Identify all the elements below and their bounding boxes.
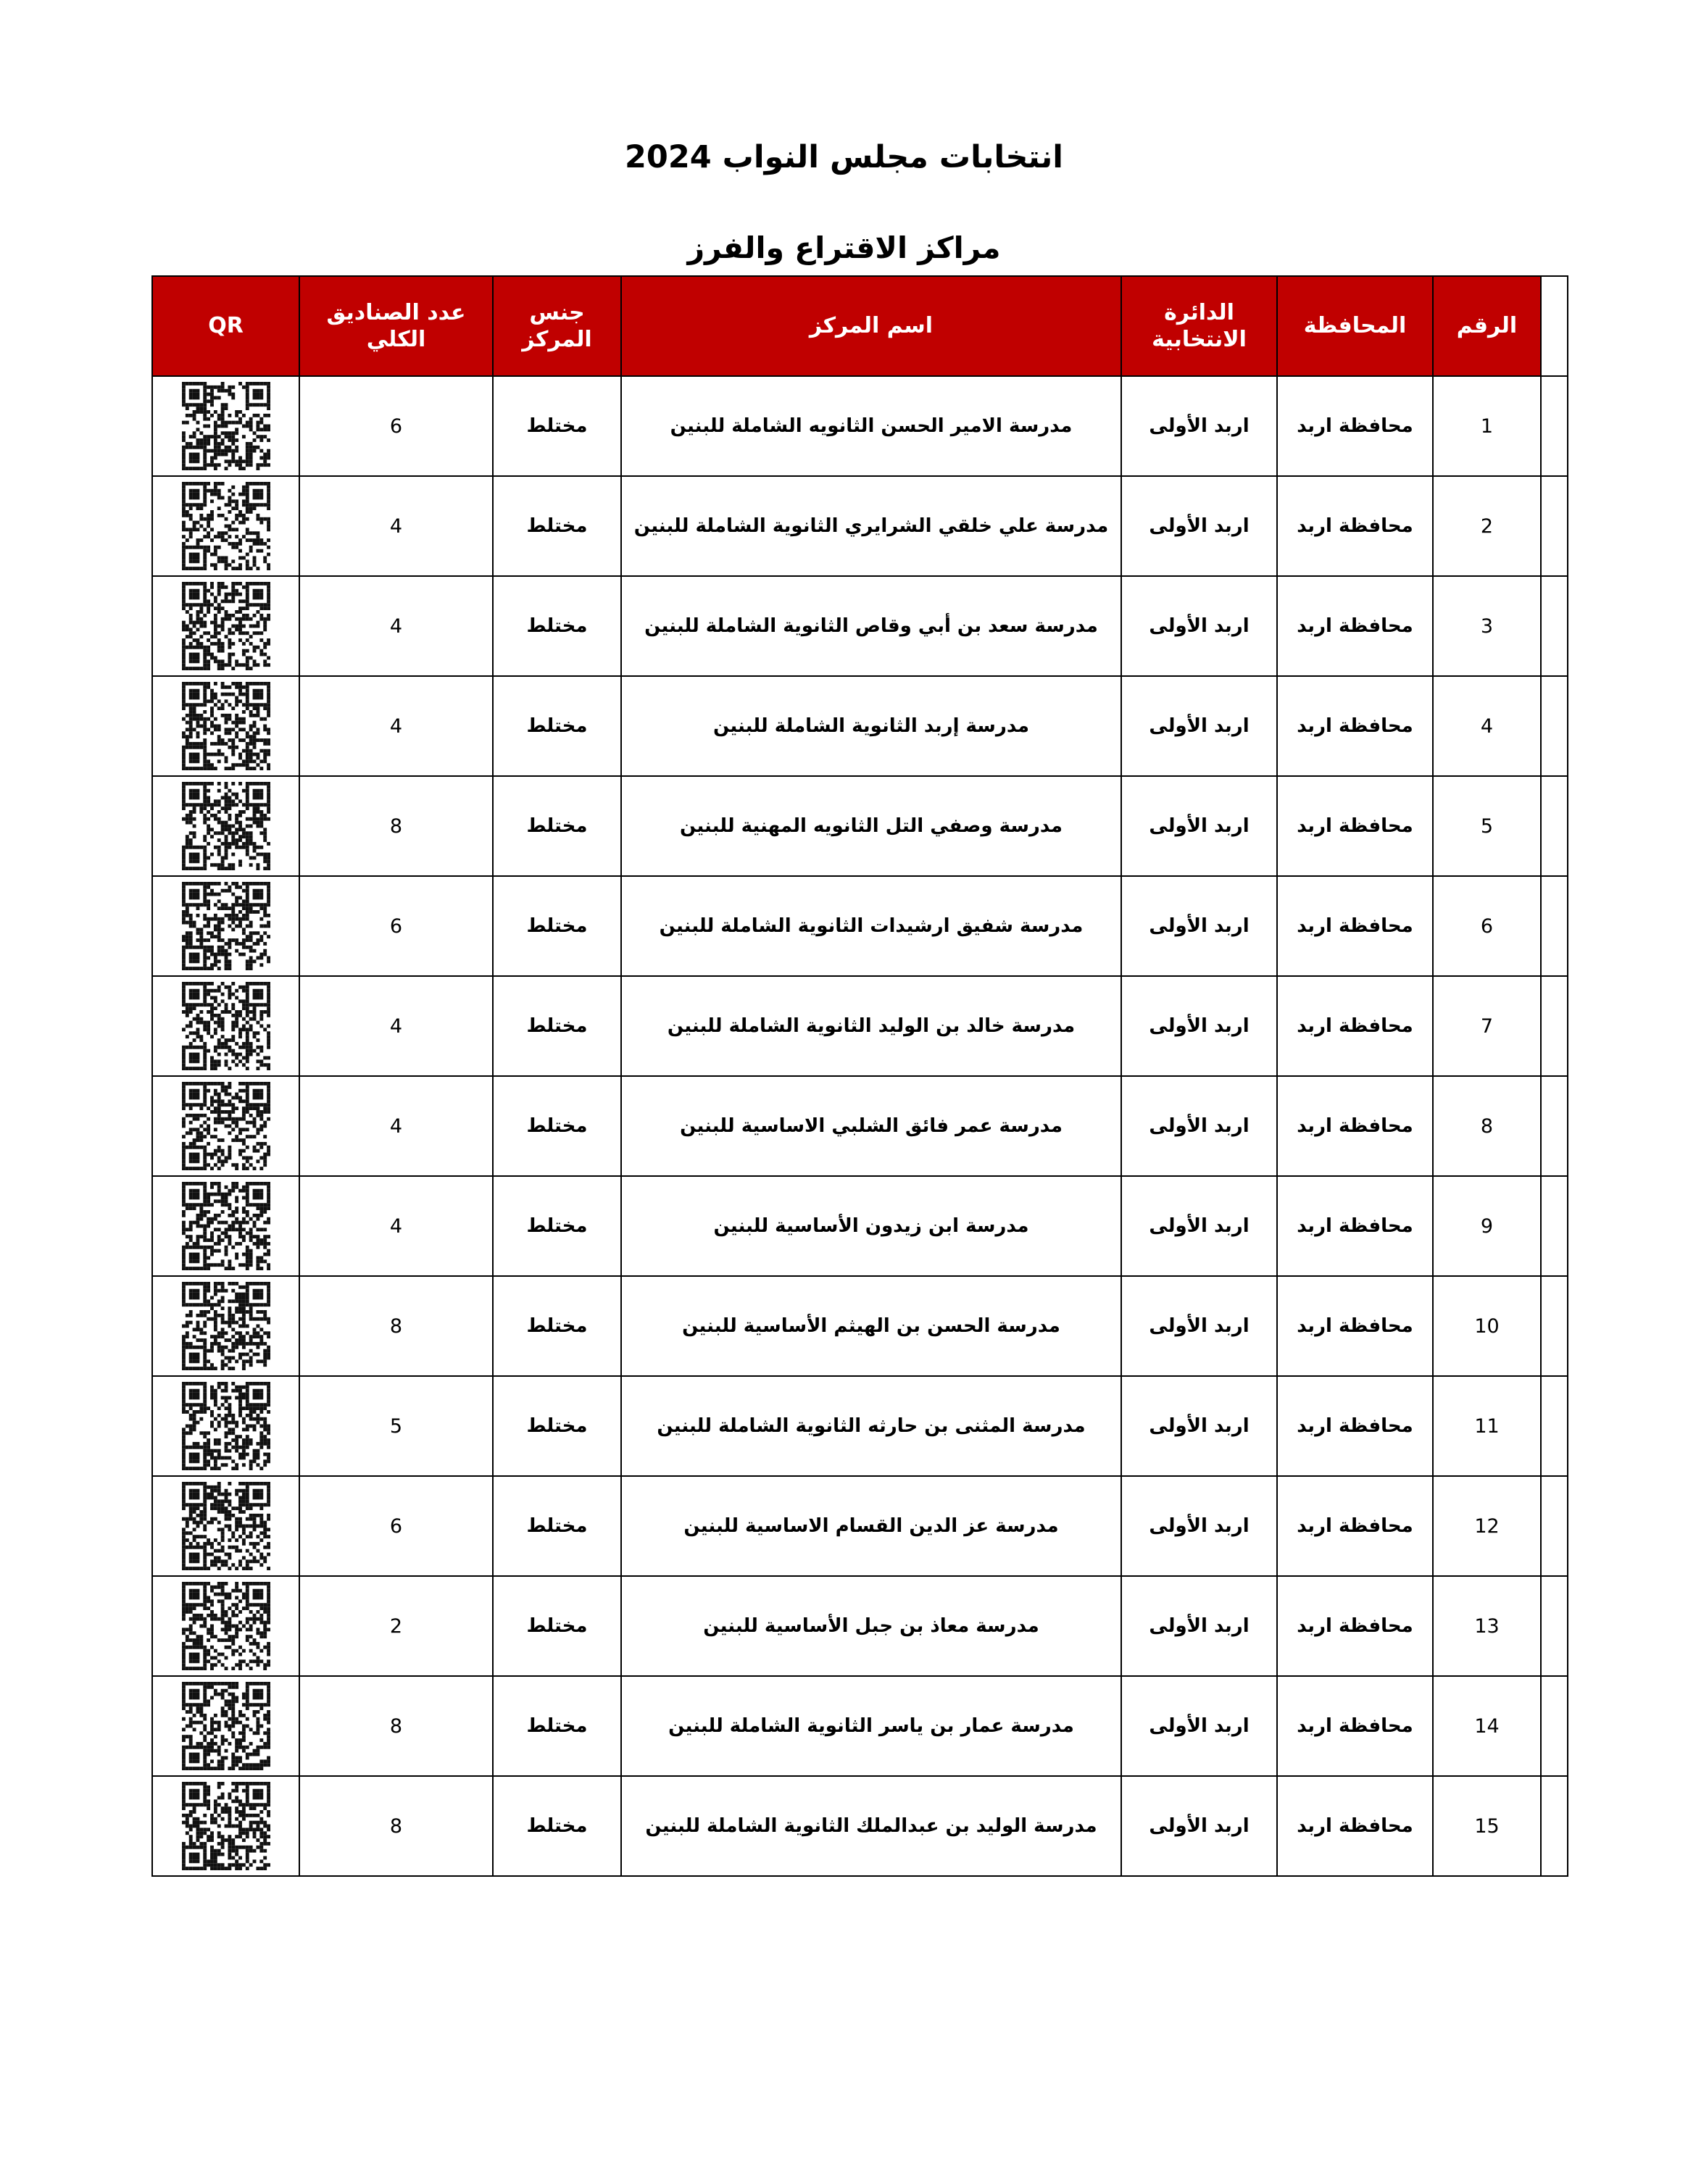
- cell-empty: [1541, 676, 1568, 776]
- header-gender: جنس المركز: [493, 276, 621, 376]
- cell-district: اربد الأولى: [1121, 1676, 1277, 1776]
- table-row: [152, 476, 1568, 576]
- cell-empty: [1541, 376, 1568, 476]
- cell-center-name: مدرسة الحسن بن الهيثم الأساسية للبنين: [621, 1276, 1121, 1376]
- cell-boxes-count: 6: [299, 376, 493, 476]
- cell-row-number: 2: [1433, 476, 1541, 576]
- header-number: الرقم: [1433, 276, 1541, 376]
- cell-gender: مختلط: [493, 576, 621, 676]
- cell-row-number: 11: [1433, 1376, 1541, 1476]
- cell-center-name: مدرسة الامير الحسن الثانويه الشاملة للبنين: [621, 376, 1121, 476]
- cell-row-number: 5: [1433, 776, 1541, 876]
- cell-governorate: محافظة اربد: [1277, 776, 1433, 876]
- cell-empty: [1541, 776, 1568, 876]
- cell-boxes-count: 4: [299, 1076, 493, 1176]
- cell-governorate: محافظة اربد: [1277, 1076, 1433, 1176]
- qr-code-image: [153, 677, 299, 775]
- qr-code-image: [153, 877, 299, 975]
- cell-gender: مختلط: [493, 1076, 621, 1176]
- cell-qr: [152, 1376, 299, 1476]
- cell-governorate: محافظة اربد: [1277, 576, 1433, 676]
- cell-empty: [1541, 876, 1568, 976]
- cell-district: اربد الأولى: [1121, 1076, 1277, 1176]
- cell-empty: [1541, 476, 1568, 576]
- cell-boxes-count: 4: [299, 1176, 493, 1276]
- qr-code-image: [153, 777, 299, 875]
- cell-district: اربد الأولى: [1121, 676, 1277, 776]
- page-subtitle: مراكز الاقتراع والفرز: [687, 230, 1001, 265]
- cell-row-number: 3: [1433, 576, 1541, 676]
- cell-empty: [1541, 1776, 1568, 1876]
- cell-governorate: محافظة اربد: [1277, 1376, 1433, 1476]
- cell-row-number: 1: [1433, 376, 1541, 476]
- cell-qr: [152, 476, 299, 576]
- cell-row-number: 6: [1433, 876, 1541, 976]
- cell-qr: [152, 376, 299, 476]
- cell-boxes-count: 4: [299, 976, 493, 1076]
- table-row: [152, 1176, 1568, 1276]
- cell-boxes-count: 6: [299, 876, 493, 976]
- cell-district: اربد الأولى: [1121, 576, 1277, 676]
- cell-boxes-count: 6: [299, 1476, 493, 1576]
- cell-district: اربد الأولى: [1121, 376, 1277, 476]
- cell-gender: مختلط: [493, 376, 621, 476]
- table-row: [152, 876, 1568, 976]
- cell-gender: مختلط: [493, 1676, 621, 1776]
- cell-governorate: محافظة اربد: [1277, 476, 1433, 576]
- cell-qr: [152, 1076, 299, 1176]
- cell-gender: مختلط: [493, 1176, 621, 1276]
- cell-district: اربد الأولى: [1121, 1376, 1277, 1476]
- cell-governorate: محافظة اربد: [1277, 876, 1433, 976]
- cell-qr: [152, 1676, 299, 1776]
- table-row: [152, 976, 1568, 1076]
- cell-center-name: مدرسة شفيق ارشيدات الثانوية الشاملة للبنين: [621, 876, 1121, 976]
- cell-row-number: 14: [1433, 1676, 1541, 1776]
- cell-empty: [1541, 1276, 1568, 1376]
- cell-center-name: مدرسة عز الدين القسام الاساسية للبنين: [621, 1476, 1121, 1576]
- polling-centers-table-wrap: [151, 275, 1568, 1877]
- cell-boxes-count: 4: [299, 676, 493, 776]
- cell-governorate: محافظة اربد: [1277, 1676, 1433, 1776]
- cell-district: اربد الأولى: [1121, 976, 1277, 1076]
- cell-center-name: مدرسة الوليد بن عبدالملك الثانوية الشاملة للبنين: [621, 1776, 1121, 1876]
- cell-governorate: محافظة اربد: [1277, 1776, 1433, 1876]
- qr-code-image: [153, 477, 299, 575]
- cell-qr: [152, 876, 299, 976]
- cell-row-number: 7: [1433, 976, 1541, 1076]
- cell-boxes-count: 8: [299, 776, 493, 876]
- cell-governorate: محافظة اربد: [1277, 376, 1433, 476]
- cell-boxes-count: 5: [299, 1376, 493, 1476]
- cell-boxes-count: 2: [299, 1576, 493, 1676]
- cell-district: اربد الأولى: [1121, 1576, 1277, 1676]
- cell-center-name: مدرسة ابن زيدون الأساسية للبنين: [621, 1176, 1121, 1276]
- cell-gender: مختلط: [493, 476, 621, 576]
- cell-gender: مختلط: [493, 1276, 621, 1376]
- cell-governorate: محافظة اربد: [1277, 1476, 1433, 1576]
- cell-governorate: محافظة اربد: [1277, 676, 1433, 776]
- cell-empty: [1541, 1076, 1568, 1176]
- cell-qr: [152, 776, 299, 876]
- cell-center-name: مدرسة المثنى بن حارثه الثانوية الشاملة للبنين: [621, 1376, 1121, 1476]
- qr-code-image: [153, 1577, 299, 1675]
- cell-qr: [152, 1776, 299, 1876]
- table-row: [152, 1476, 1568, 1576]
- cell-gender: مختلط: [493, 1776, 621, 1876]
- cell-row-number: 12: [1433, 1476, 1541, 1576]
- qr-code-image: [153, 1077, 299, 1175]
- cell-qr: [152, 976, 299, 1076]
- cell-governorate: محافظة اربد: [1277, 1176, 1433, 1276]
- header-row: [152, 276, 1568, 376]
- table-body: [152, 376, 1568, 1876]
- cell-boxes-count: 4: [299, 576, 493, 676]
- header-qr: QR: [152, 276, 299, 376]
- cell-district: اربد الأولى: [1121, 1776, 1277, 1876]
- qr-code-image: [153, 1477, 299, 1575]
- table-row: [152, 1676, 1568, 1776]
- cell-gender: مختلط: [493, 976, 621, 1076]
- cell-gender: مختلط: [493, 776, 621, 876]
- cell-district: اربد الأولى: [1121, 1176, 1277, 1276]
- cell-district: اربد الأولى: [1121, 1476, 1277, 1576]
- cell-center-name: مدرسة عمر فائق الشلبي الاساسية للبنين: [621, 1076, 1121, 1176]
- header-center-name: اسم المركز: [621, 276, 1121, 376]
- table-row: [152, 576, 1568, 676]
- cell-district: اربد الأولى: [1121, 876, 1277, 976]
- table-row: [152, 1376, 1568, 1476]
- table-row: [152, 1776, 1568, 1876]
- table-row: [152, 1276, 1568, 1376]
- table-row: [152, 1576, 1568, 1676]
- header-district: الدائرة الانتخابية: [1121, 276, 1277, 376]
- cell-gender: مختلط: [493, 876, 621, 976]
- header-governorate: المحافظة: [1277, 276, 1433, 376]
- cell-boxes-count: 8: [299, 1676, 493, 1776]
- table-row: [152, 676, 1568, 776]
- qr-code-image: [153, 1177, 299, 1275]
- cell-center-name: مدرسة معاذ بن جبل الأساسية للبنين: [621, 1576, 1121, 1676]
- cell-qr: [152, 1476, 299, 1576]
- polling-centers-table: [151, 275, 1568, 1877]
- cell-governorate: محافظة اربد: [1277, 1576, 1433, 1676]
- cell-row-number: 4: [1433, 676, 1541, 776]
- cell-empty: [1541, 1176, 1568, 1276]
- cell-row-number: 9: [1433, 1176, 1541, 1276]
- cell-row-number: 8: [1433, 1076, 1541, 1176]
- cell-gender: مختلط: [493, 676, 621, 776]
- cell-qr: [152, 1276, 299, 1376]
- cell-empty: [1541, 576, 1568, 676]
- cell-empty: [1541, 1576, 1568, 1676]
- cell-governorate: محافظة اربد: [1277, 1276, 1433, 1376]
- cell-empty: [1541, 1676, 1568, 1776]
- qr-code-image: [153, 1677, 299, 1775]
- cell-gender: مختلط: [493, 1476, 621, 1576]
- cell-center-name: مدرسة خالد بن الوليد الثانوية الشاملة للبنين: [621, 976, 1121, 1076]
- qr-code-image: [153, 377, 299, 475]
- cell-district: اربد الأولى: [1121, 1276, 1277, 1376]
- header-empty: [1541, 276, 1568, 376]
- cell-empty: [1541, 1476, 1568, 1576]
- cell-governorate: محافظة اربد: [1277, 976, 1433, 1076]
- page-title: انتخابات مجلس النواب 2024: [625, 139, 1063, 175]
- qr-code-image: [153, 977, 299, 1075]
- qr-code-image: [153, 1277, 299, 1375]
- cell-boxes-count: 8: [299, 1776, 493, 1876]
- cell-gender: مختلط: [493, 1576, 621, 1676]
- cell-boxes-count: 8: [299, 1276, 493, 1376]
- cell-row-number: 13: [1433, 1576, 1541, 1676]
- cell-row-number: 10: [1433, 1276, 1541, 1376]
- cell-qr: [152, 576, 299, 676]
- cell-center-name: مدرسة عمار بن ياسر الثانوية الشاملة للبنين: [621, 1676, 1121, 1776]
- cell-district: اربد الأولى: [1121, 776, 1277, 876]
- qr-code-image: [153, 577, 299, 675]
- cell-boxes-count: 4: [299, 476, 493, 576]
- cell-center-name: مدرسة علي خلقي الشرايري الثانوية الشاملة للبنين: [621, 476, 1121, 576]
- table-row: [152, 776, 1568, 876]
- cell-center-name: مدرسة وصفي التل الثانويه المهنية للبنين: [621, 776, 1121, 876]
- cell-empty: [1541, 976, 1568, 1076]
- cell-empty: [1541, 1376, 1568, 1476]
- cell-row-number: 15: [1433, 1776, 1541, 1876]
- qr-code-image: [153, 1777, 299, 1875]
- cell-center-name: مدرسة إربد الثانوية الشاملة للبنين: [621, 676, 1121, 776]
- cell-qr: [152, 676, 299, 776]
- table-row: [152, 376, 1568, 476]
- table-row: [152, 1076, 1568, 1176]
- cell-district: اربد الأولى: [1121, 476, 1277, 576]
- cell-qr: [152, 1576, 299, 1676]
- cell-center-name: مدرسة سعد بن أبي وقاص الثانوية الشاملة للبنين: [621, 576, 1121, 676]
- cell-gender: مختلط: [493, 1376, 621, 1476]
- qr-code-image: [153, 1377, 299, 1475]
- cell-qr: [152, 1176, 299, 1276]
- header-boxes: عدد الصناديق الكلي: [299, 276, 493, 376]
